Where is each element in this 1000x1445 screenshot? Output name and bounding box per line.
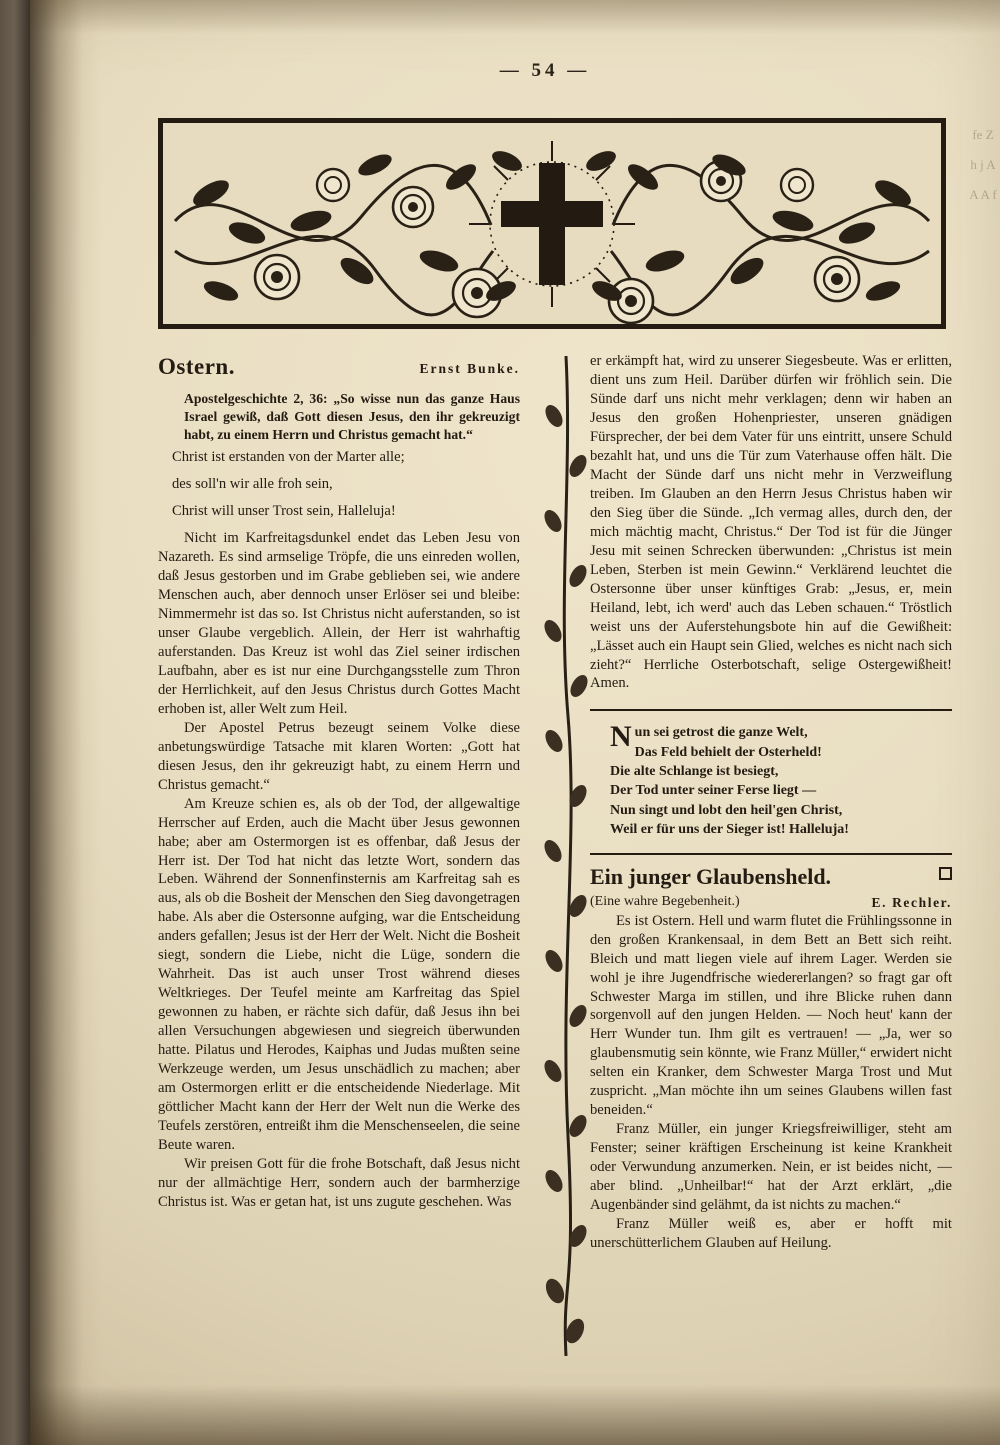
poem-line-1: un sei getrost die ganze Welt, (634, 725, 808, 741)
paragraph: er erkämpft hat, wird zu unserer Siegesbeute. Was er erlitten, dient uns zum Heil. Darüber dürfen wir fröhlich sein. Die Sünde darf uns nicht mehr verklagen; denn wir haben an Jesus den großen Hohenpriester, unseren gnädigen Fürsprecher, der bei dem Vater für uns eintritt, unsere Schuld bezahlt hat, und uns die Tür zum Vaterhause offen hält. Die Macht der Sünde darf uns nicht mehr in Verzweiflung treiben. Im Glauben an den Herrn Jesus Christus haben wir den Sieg über die Sünde. „Ich vermag alles, durch den, der mich mächtig macht, Christus.“ Der Tod ist für die Jünger Jesu mit seinen Schrecken überwunden: „Christus ist mein Leben, Sterben ist mein Gewinn.“ Verklärend leuchtet die Ostersonne über unser künftiges Grab: „Jesus, er, mein Heiland, lebt, ich werd' auch das Leben schauen.“ Tröstlich weist uns der Auferstehungsbote hin auf die Gewißheit: „Lässet auch ein Haupt sein Glied, welches es nicht nach sich zieht?“ Herrliche Osterbotschaft, selige Ostergewißheit! Amen. (590, 353, 952, 692)
poem-line-6: Weil er für uns der Sieger ist! Halleluja! (610, 822, 849, 837)
square-ornament-icon (939, 867, 952, 880)
page-number: — 54 — (499, 60, 591, 81)
poem-line-4: Der Tod unter seiner Ferse liegt — (610, 783, 817, 799)
paragraph: Es ist Ostern. Hell und warm flutet die Frühlingssonne in den großen Krankensaal, in dem Bett an Bett sich reiht. Bleich und matt liegen viele auf ihrem Lager. Werden sie wohl je ihre Jugendfrische wiedererlangen? so fragt gar oft Schwester Marga im stillen, und ihre Blicke ruhen dann sorgenvoll auf den jungen Helden. — Noch heut' kann der Herr Wunder tun. Ihm gilt es vertrauen! — „Ja, wer so glaubensmutig sein könnte, wie Franz Müller,“ erwidert nicht selten ein Kranker, dem Schwester Marga Trost und Mut zuspricht. „Man möchte ihn um seines Glaubens willen fast beneiden.“ (590, 912, 952, 1119)
page-bottom-shadow (30, 1385, 1000, 1445)
adjacent-page-marginalia: fe Z h j A A A f (969, 127, 997, 202)
article-author: Ernst Bunke. (419, 361, 520, 376)
article-columns (150, 352, 960, 1352)
page-top-shadow (30, 0, 1000, 34)
poem-dropcap: N (610, 720, 632, 754)
easter-poem (610, 720, 952, 839)
hymn-line-2: des soll'n wir alle froh sein, (172, 476, 333, 493)
paragraph: Wir preisen Gott für die frohe Botschaft, daß Jesus nicht nur der allmächtige Herr, sondern auch der barmherzige Christus ist. Was er getan hat, ist uns zugute geschehen. Was (158, 1156, 520, 1210)
second-article-title: Ein junger Glaubensheld. (590, 864, 832, 890)
hymn-line-3: Christ will unser Trost sein, Halleluja! (172, 503, 396, 520)
left-column (158, 352, 520, 1212)
paragraph: Der Apostel Petrus bezeugt seinem Volke diese anbetungswürdige Tatsache mit klaren Worten: „Gott hat diesen Jesus, den ihr gekreuzigt habt, zu einem Herrn und Christus gemacht.“ (158, 719, 520, 793)
scripture-quote: Apostelgeschichte 2, 36: „So wisse nun das ganze Haus Israel gewiß, daß Gott diesen Jesus, den ihr gekreuzigt habt, zu einem Herrn und Christus gemacht hat.“ (184, 390, 520, 443)
paragraph: Franz Müller, ein junger Kriegsfreiwilliger, steht am Fenster; seiner kräftigen Erscheinung ist keine Krankheit oder Verwundung anzumerken. Nein, er ist beides nicht, — aber blind. „Unheilbar!“ hat der Arzt erklärt, „die Augenbänder sind gelähmt, da ist nichts zu machen.“ (590, 1121, 952, 1214)
poem-divider-rule (590, 709, 952, 839)
page-content (150, 60, 960, 1252)
right-column (590, 352, 952, 1253)
book-binding-shadow (30, 0, 100, 1445)
hymn-line-1: Christ ist erstanden von der Marter alle; (172, 449, 405, 466)
article-title: Ostern. (158, 354, 235, 379)
section-divider-rule (590, 853, 952, 855)
poem-line-5: Nun singt und lobt den heil'gen Christ, (610, 802, 843, 818)
second-article-subtitle: (Eine wahre Begebenheit.) (590, 893, 740, 909)
rose-vine-cross-woodcut-icon (158, 118, 946, 329)
poem-line-2: Das Feld behielt der Osterheld! (634, 744, 822, 760)
paragraph: Nicht im Karfreitagsdunkel endet das Leben Jesu von Nazareth. Es sind armselige Tröpfe, die uns einreden wollen, daß Jesus gestorben und im Grabe geblieben sei, wie andere Menschen auch, aber dennoch unser Erlöser sei und bleibe: Nimmermehr ist das so. Ist Christus nicht auferstanden, so ist unser Glaube vergeblich. Allein, der Herr ist wahrhaftig auferstanden. Das Kreuz ist wohl das Ziel seiner irdischen Laufbahn, aber es ist nur eine Durchgangsstelle zum Thron der Herrlichkeit, auf den Jesus Christus durch Gottes Macht erhoben ist, aller Welt zum Heil. (158, 530, 520, 717)
paragraph: Franz Müller weiß es, aber er hofft mit unerschütterlichem Glauben auf Heilung. (590, 1216, 952, 1252)
poem-line-3: Die alte Schlange ist besiegt, (610, 764, 779, 780)
paragraph: Am Kreuze schien es, als ob der Tod, der allgewaltige Herrscher auf Erden, auch die Macht über Jesus gewonnen habe; aber am Ostermorgen ist es offenbar, daß Jesus der Herr ist. Der Tod hat nicht das letzte Wort, sondern das Leben. Während der Sonnenfinsternis am Karfreitag sah es aus, als ob die Bosheit der Menschen den Sieg davongetragen habe. Als aber die Ostersonne aufging, war die Entscheidung anders gefallen; Jesus ist der Herr der Welt. Nicht die Bosheit siegt, sondern die Liebe, nicht die Lüge, sondern die Wahrheit. Das ist auch unser Trost während dieses Weltkrieges. Der Teufel meinte am Karfreitag das Spiel gewonnen zu haben, er rächte sich dafür, daß Jesus ihn bei allen Versuchungen abgewiesen und siegreich überwunden hatte. Pilatus und Herodes, Kaiphas und Judas mußten seine Werkzeuge werden, um Jesus unschädlich zu machen; aber am Ostermorgen erlitt er die entscheidende Niederlage. Mit göttlicher Macht kann der Herr der Welt nun die Werke des Teufels zerstören, entreißt ihm die Menschenseelen, die seine Beute waren. (158, 795, 520, 1154)
second-article-author: E. Rechler. (871, 895, 952, 911)
